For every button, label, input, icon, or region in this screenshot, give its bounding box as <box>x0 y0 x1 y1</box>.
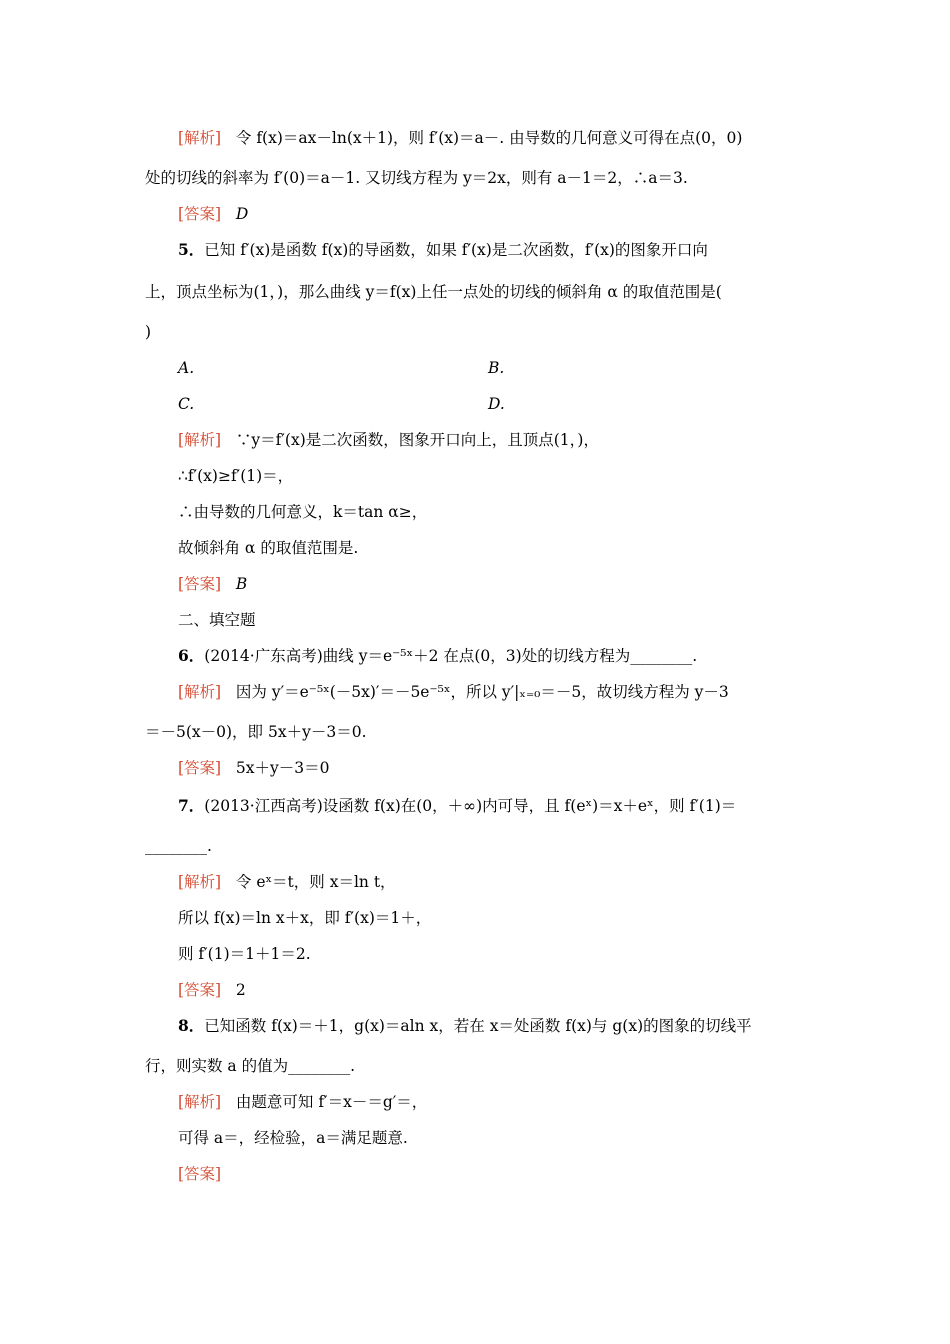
q7-line1 <box>178 796 736 816</box>
q5-text2: 上，顶点坐标为(1，)，那么曲线 y＝f(x)上任一点处的切线的倾斜角 α 的取值范围是( <box>145 283 722 301</box>
jiexi-label: [解析] <box>178 683 222 701</box>
q5-option-d: D. <box>488 395 505 413</box>
q7-answer-line <box>178 980 246 1000</box>
p4-solution-text2: 处的切线的斜率为 f′(0)＝a－1. 又切线方程为 y＝2x，则有 a－1＝2，∴a＝3. <box>145 169 688 187</box>
q8-line2: 行，则实数 a 的值为________. <box>145 1057 356 1075</box>
section-title: 二、填空题 <box>178 611 256 629</box>
q5-option-c: C. <box>178 395 195 413</box>
q8-solution-text1: 由题意可知 f′＝x－＝g′＝， <box>235 1093 428 1111</box>
p4-solution-line1 <box>178 128 742 148</box>
q5-answer-line <box>178 574 247 594</box>
q7-line2: ________. <box>145 837 212 855</box>
q5-text3: ) <box>145 323 152 341</box>
p4-answer: D <box>235 205 249 223</box>
p4-solution-line2 <box>145 168 688 188</box>
q8-line1 <box>178 1016 752 1036</box>
q7-solution-line1 <box>178 872 396 892</box>
q5-solution-text1: ∵y＝f′(x)是二次函数，图象开口向上，且顶点(1，)， <box>235 431 599 449</box>
q5-text1: 已知 f′(x)是函数 f(x)的导函数，如果 f′(x)是二次函数，f′(x)的图象开口向 <box>204 241 708 259</box>
q5-answer: B <box>235 575 248 593</box>
q5-number: 5． <box>178 240 205 259</box>
jiexi-label: [解析] <box>178 431 222 449</box>
q6-text: (2014·广东高考)曲线 y＝e⁻⁵ˣ＋2 在点(0，3)处的切线方程为________. <box>204 647 698 665</box>
q8-solution-line1 <box>178 1092 427 1112</box>
q5-line1 <box>178 240 708 260</box>
q5-solution-line3: ∴由导数的几何意义，k＝tan α≥， <box>178 503 428 521</box>
q8-text1: 已知函数 f(x)＝＋1，g(x)＝aln x，若在 x＝处函数 f(x)与 g(x)的图象的切线平 <box>204 1017 752 1035</box>
daan-label: [答案] <box>178 205 222 223</box>
q6-number: 6． <box>178 646 205 665</box>
q5-solution-line2: ∴f′(x)≥f′(1)＝， <box>178 467 294 485</box>
p4-solution-text1: 令 f(x)＝ax－ln(x＋1)，则 f′(x)＝a－. 由导数的几何意义可得在点(0，0) <box>235 129 743 147</box>
q7-solution-line3: 则 f′(1)＝1＋1＝2. <box>178 945 311 963</box>
q7-answer: 2 <box>235 981 246 999</box>
q5-line3 <box>145 322 151 342</box>
daan-label: [答案] <box>178 981 222 999</box>
jiexi-label: [解析] <box>178 1093 222 1111</box>
jiexi-label: [解析] <box>178 873 222 891</box>
q8-answer-line <box>178 1164 231 1184</box>
q5-solution-line1 <box>178 430 599 450</box>
q5-line2 <box>145 282 722 302</box>
q5-solution-line4: 故倾斜角 α 的取值范围是. <box>178 539 359 557</box>
daan-label: [答案] <box>178 1165 222 1183</box>
q6-answer: 5x＋y－3＝0 <box>235 759 330 777</box>
q7-solution-line2: 所以 f(x)＝ln x＋x，即 f′(x)＝1＋， <box>178 909 432 927</box>
q7-number: 7． <box>178 796 205 815</box>
daan-label: [答案] <box>178 575 222 593</box>
q8-number: 8． <box>178 1016 205 1035</box>
daan-label: [答案] <box>178 759 222 777</box>
q6-line1 <box>178 646 697 666</box>
q6-solution-text1: 因为 y′＝e⁻⁵ˣ(－5x)′＝－5e⁻⁵ˣ，所以 y′|ₓ₌₀＝－5，故切线方程为 y－3 <box>235 683 729 701</box>
q7-text1: (2013·江西高考)设函数 f(x)在(0，＋∞)内可导，且 f(eˣ)＝x＋eˣ，则 f′(1)＝ <box>204 797 737 815</box>
jiexi-label: [解析] <box>178 129 222 147</box>
p4-answer-line <box>178 204 248 224</box>
q6-solution-line1 <box>178 682 729 702</box>
q6-answer-line <box>178 758 329 778</box>
q6-solution-line2: ＝－5(x－0)，即 5x＋y－3＝0. <box>145 723 367 741</box>
q5-option-b: B. <box>488 359 505 377</box>
q8-solution-line2: 可得 a＝，经检验，a＝满足题意. <box>178 1129 408 1147</box>
q5-option-a: A. <box>178 359 195 377</box>
q7-solution-text1: 令 eˣ＝t，则 x＝ln t， <box>235 873 396 891</box>
